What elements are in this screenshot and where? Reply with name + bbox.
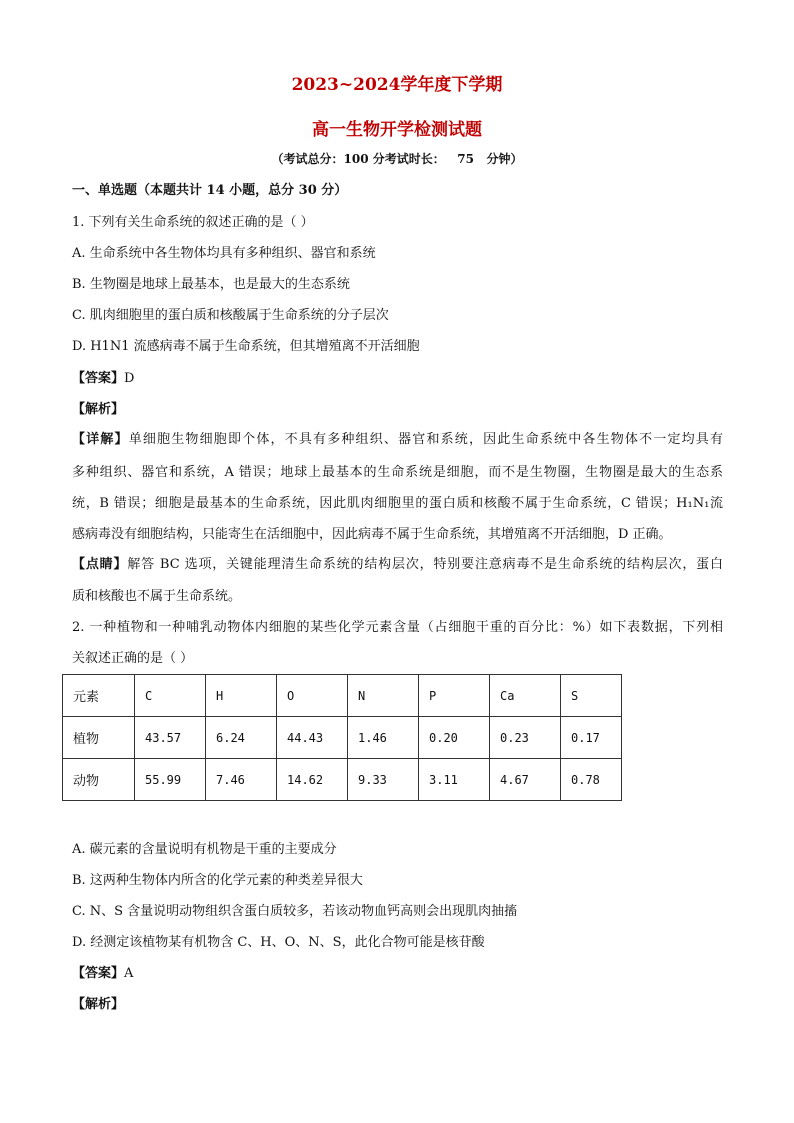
question-2-stem-line-2: 关叙述正确的是（ ） bbox=[72, 651, 194, 666]
table-cell: 0.78 bbox=[561, 759, 622, 801]
table-header-cell: P bbox=[419, 675, 490, 717]
table-header-cell: H bbox=[206, 675, 277, 717]
question-1-comment-line-1 bbox=[72, 557, 723, 573]
table-header-cell: C bbox=[135, 675, 206, 717]
comment-text: 解答 BC 选项，关键能理清生命系统的结构层次，特别要注意病毒不是生命系统的结构层次，蛋白 bbox=[127, 557, 723, 572]
table-cell: 9.33 bbox=[348, 759, 419, 801]
answer-tag: 【答案】 bbox=[72, 966, 125, 981]
table-cell: 0.23 bbox=[490, 717, 561, 759]
table-header-cell: N bbox=[348, 675, 419, 717]
question-2-option-b: B. 这两种生物体内所含的化学元素的种类差异很大 bbox=[72, 873, 363, 888]
element-content-table bbox=[62, 674, 622, 801]
question-1-option-a: A. 生命系统中各生物体均具有多种组织、器官和系统 bbox=[72, 246, 376, 261]
question-1-analysis-tag: 【解析】 bbox=[72, 402, 125, 417]
table-row bbox=[63, 717, 622, 759]
table-cell: 0.17 bbox=[561, 717, 622, 759]
question-1-option-b: B. 生物圈是地球上最基本，也是最大的生态系统 bbox=[72, 277, 350, 292]
question-2-option-d: D. 经测定该植物某有机物含 C、H、O、N、S，此化合物可能是核苷酸 bbox=[72, 935, 485, 950]
table-cell: 43.57 bbox=[135, 717, 206, 759]
exam-year-title: 2023~2024学年度下学期 bbox=[291, 75, 503, 95]
table-row bbox=[63, 759, 622, 801]
table-header-cell: S bbox=[561, 675, 622, 717]
table-cell: 7.46 bbox=[206, 759, 277, 801]
table-header-row bbox=[63, 675, 622, 717]
question-1-stem: 1. 下列有关生命系统的叙述正确的是（ ） bbox=[72, 215, 314, 230]
table-cell: 14.62 bbox=[277, 759, 348, 801]
table-cell: 6.24 bbox=[206, 717, 277, 759]
question-2-stem-line-1: 2. 一种植物和一种哺乳动物体内细胞的某些化学元素含量（占细胞干重的百分比：%）如下表数据，下列相 bbox=[72, 620, 723, 635]
question-2-answer bbox=[72, 966, 133, 982]
question-1-option-d: D. H1N1 流感病毒不属于生命系统，但其增殖离不开活细胞 bbox=[72, 339, 420, 354]
table-cell: 植物 bbox=[63, 717, 135, 759]
comment-tag: 【点睛】 bbox=[72, 557, 128, 572]
table-cell: 3.11 bbox=[419, 759, 490, 801]
detail-text: 单细胞生物细胞即个体，不具有多种组织、器官和系统，因此生命系统中各生物体不一定均具有 bbox=[128, 432, 723, 447]
table-header-cell: 元素 bbox=[63, 675, 135, 717]
question-1-option-c: C. 肌肉细胞里的蛋白质和核酸属于生命系统的分子层次 bbox=[72, 308, 389, 323]
question-1-detail-line-1 bbox=[72, 432, 723, 448]
question-1-answer bbox=[72, 371, 134, 387]
table-header-cell: Ca bbox=[490, 675, 561, 717]
question-1-detail-line-3: 统，B 错误；细胞是最基本的生命系统，因此肌肉细胞里的蛋白质和核酸不属于生命系统，C 错误；H₁N₁流 bbox=[72, 496, 723, 511]
section-heading: 一、单选题（本题共计 14 小题，总分 30 分） bbox=[72, 183, 348, 198]
answer-tag: 【答案】 bbox=[72, 371, 125, 386]
question-1-comment-line-2: 质和核酸也不属于生命系统。 bbox=[72, 589, 242, 604]
answer-value: A bbox=[124, 966, 134, 981]
exam-subject-title: 高一生物开学检测试题 bbox=[312, 120, 482, 140]
table-cell: 44.43 bbox=[277, 717, 348, 759]
table-cell: 55.99 bbox=[135, 759, 206, 801]
table-cell: 1.46 bbox=[348, 717, 419, 759]
question-1-detail-line-2: 多种组织、器官和系统，A 错误；地球上最基本的生命系统是细胞，而不是生物圈，生物圈是最大的生态系 bbox=[72, 465, 723, 480]
table-header-cell: O bbox=[277, 675, 348, 717]
detail-tag: 【详解】 bbox=[72, 432, 129, 447]
question-2-option-c: C. N、S 含量说明动物组织含蛋白质较多，若该动物血钙高则会出现肌肉抽搐 bbox=[72, 904, 518, 919]
answer-value: D bbox=[124, 371, 135, 386]
table-cell: 0.20 bbox=[419, 717, 490, 759]
exam-info: （考试总分：100 分考试时长： 75 分钟） bbox=[271, 152, 523, 166]
table-cell: 动物 bbox=[63, 759, 135, 801]
table-cell: 4.67 bbox=[490, 759, 561, 801]
question-2-analysis-tag: 【解析】 bbox=[72, 997, 125, 1012]
question-2-option-a: A. 碳元素的含量说明有机物是干重的主要成分 bbox=[72, 842, 337, 857]
question-1-detail-line-4: 感病毒没有细胞结构，只能寄生在活细胞中，因此病毒不属于生命系统，其增殖离不开活细胞，D 正确。 bbox=[72, 527, 672, 542]
